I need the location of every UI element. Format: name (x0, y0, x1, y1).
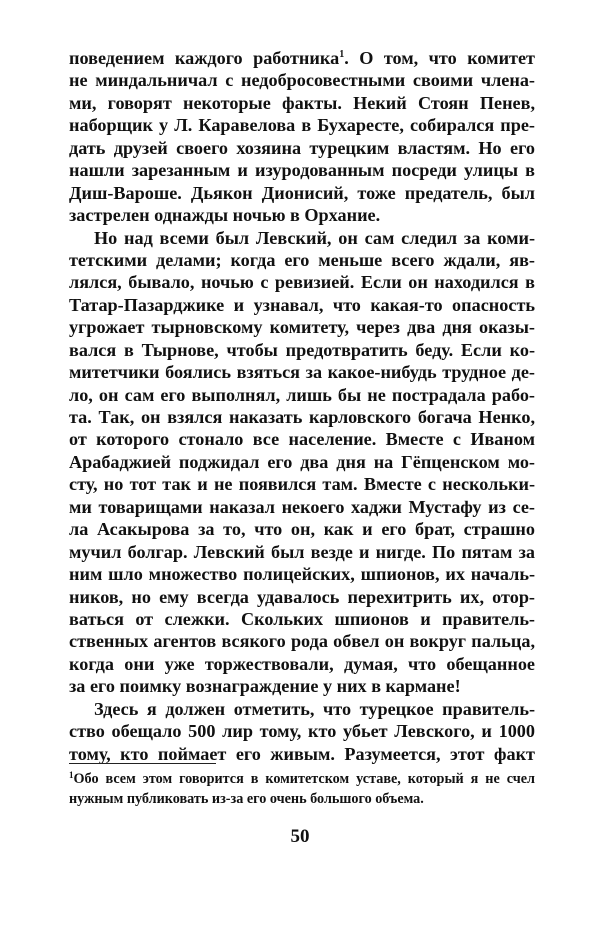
text-line: тетскими делами; когда его меньше всего ждали, яв- (69, 249, 535, 270)
text-line: сту, но тот так и не появился там. Вместе с нескольки- (69, 474, 535, 495)
text-line: Здесь я должен отметить, что турецкое правитель- (94, 698, 535, 719)
text-line: ла Асакырова за то, что он, как и его брат, страшно (69, 519, 535, 540)
text-line: не миндальничал с недобросовестными своими члена- (69, 70, 535, 91)
text-line: та. Так, он взялся наказать карловского богача Ненко, (69, 407, 535, 427)
page-body (69, 47, 535, 765)
text-line: ми товарищами наказал некоего хаджи Мустафу из се- (69, 496, 535, 517)
page-number: 50 (290, 826, 310, 847)
text-line: ство обещало 500 лир тому, кто убьет Левского, и 1000 (69, 721, 535, 742)
text-line: Татар-Пазарджике и узнавал, что какая-то опасность (69, 294, 535, 315)
text-line: ним шло множество полицейских, шпионов, их началь- (69, 564, 535, 585)
footnote-line: нужным публиковать из-за его очень большого объема. (69, 790, 424, 807)
footnote (69, 770, 535, 809)
text-line: нашли зарезанным и изуродованным посреди улицы в (69, 160, 535, 181)
paragraph-1 (69, 47, 535, 227)
text-line: ло, он сам его выполнял, лишь бы не пострадала рабо- (69, 384, 535, 405)
text-line: Диш-Вароше. Дьякон Дионисий, тоже предатель, был (69, 182, 535, 203)
text-line: за его поимку вознаграждение у них в кармане! (69, 676, 461, 697)
text-line: ми, говорят некоторые факты. Некий Стоян Пенев, (69, 92, 535, 113)
footnote-marker: 1 (69, 770, 74, 780)
text-line: угрожает тырновскому комитету, через два дня оказы- (69, 317, 535, 338)
footnote-marker[interactable]: 1 (339, 49, 345, 60)
paragraph-2 (69, 227, 535, 698)
text-line: наборщик у Л. Каравелова в Бухаресте, собирался пре- (69, 115, 535, 136)
text-line: ственных агентов всякого рода обвел он вокруг пальца, (69, 631, 535, 652)
text-line: Но над всеми был Левский, он сам следил за коми- (94, 227, 535, 248)
text-line: мучил болгар. Левский был везде и нигде. По пятам за (69, 541, 535, 562)
paragraph-3 (69, 698, 535, 765)
text-line: лялся, бывало, ночью с ревизией. Если он находился в (69, 272, 535, 293)
text-line: митетчики боялись взяться за какое-нибудь трудное де- (69, 362, 535, 383)
text-line: ников, но ему всегда удавалось перехитрить их, отор- (69, 586, 535, 607)
text-line: поведением каждого работника$^1$. О том, что комитет (69, 48, 535, 68)
footnote-separator (69, 763, 216, 764)
text-line: дать друзей своего хозяина турецким властям. Но его (69, 137, 535, 158)
footnote-line: $^1$Обо всем этом говорится в комитетском уставе, который я не счел (69, 770, 535, 787)
text-line: от которого стонало все население. Вместе с Иваном (69, 429, 535, 450)
text-line: тому, кто поймает его живым. Разумеется, этот факт (69, 743, 535, 764)
text-line: Арабаджией поджидал его два дня на Гёпценском мо- (69, 451, 535, 472)
text-line: вался в Тырнове, чтобы предотвратить беду. Если ко- (69, 339, 535, 360)
text-line: застрелен однажды ночью в Орхание. (69, 205, 381, 226)
text-line: ваться от слежки. Скольких шпионов и правитель- (69, 608, 535, 629)
text-line: когда они уже торжествовали, думая, что обещанное (69, 653, 535, 674)
